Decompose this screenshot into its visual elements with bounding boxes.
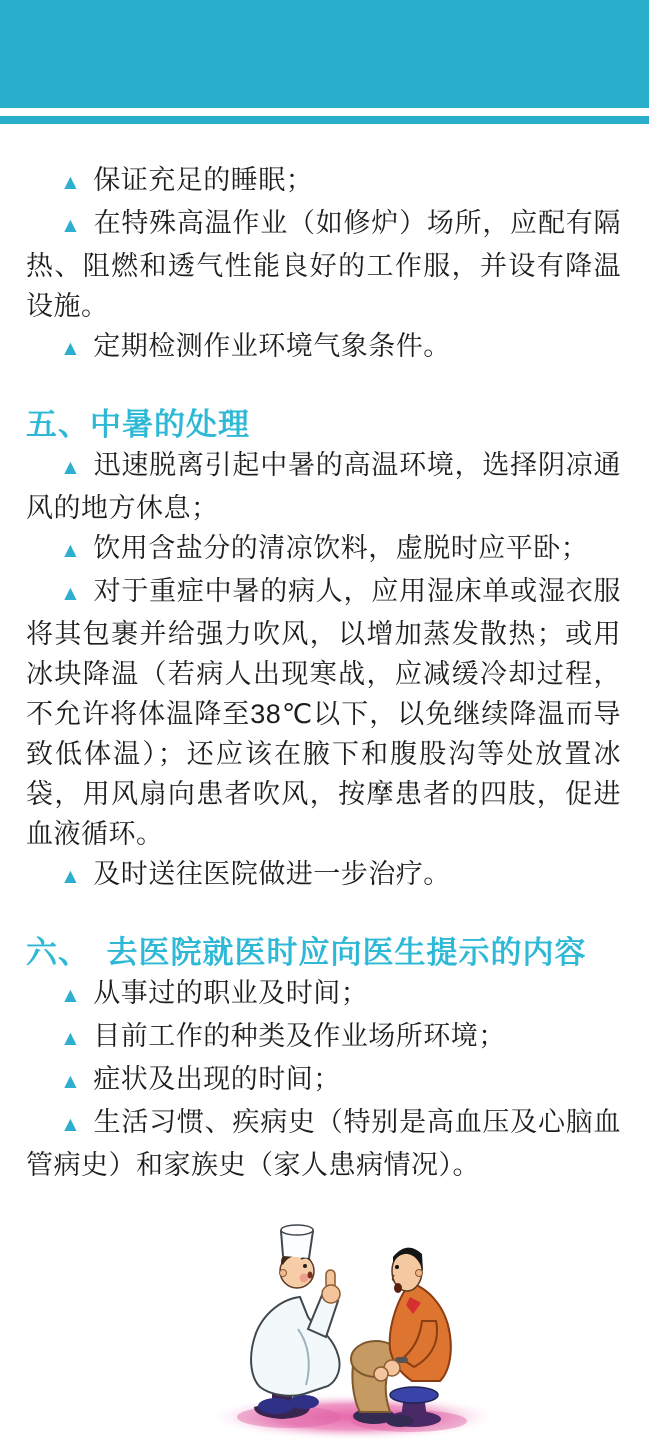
bullet-item bbox=[26, 854, 621, 897]
bullet-item bbox=[26, 1102, 621, 1185]
triangle-bullet-icon: ▲ bbox=[60, 171, 82, 194]
bullet-text: 从事过的职业及时间； bbox=[93, 978, 369, 1008]
triangle-bullet-icon: ▲ bbox=[60, 456, 82, 479]
bullet-item bbox=[26, 973, 621, 1016]
section-heading-six: 六、 去医院就医时应向医生提示的内容 bbox=[26, 935, 587, 970]
doctor-patient-svg bbox=[204, 1209, 504, 1445]
section-prevention-continued bbox=[26, 160, 621, 369]
triangle-bullet-icon: ▲ bbox=[60, 214, 82, 237]
triangle-bullet-icon: ▲ bbox=[60, 539, 82, 562]
section-heatstroke-treatment bbox=[26, 405, 621, 897]
section-doctor-visit-info bbox=[26, 933, 621, 1185]
triangle-bullet-icon: ▲ bbox=[60, 984, 82, 1007]
triangle-bullet-icon: ▲ bbox=[60, 1070, 82, 1093]
bullet-item bbox=[26, 1059, 621, 1102]
bullet-text: 目前工作的种类及作业场所环境； bbox=[93, 1021, 506, 1051]
triangle-bullet-icon: ▲ bbox=[60, 1113, 82, 1136]
bullet-item bbox=[26, 528, 621, 571]
section-heading-five: 五、中暑的处理 bbox=[26, 407, 250, 442]
bullet-text: 在特殊高温作业（如修炉）场所，应配有隔热、阻燃和透气性能良好的工作服，并设有降温设施。 bbox=[26, 208, 621, 321]
top-accent-line bbox=[0, 116, 649, 124]
bullet-item bbox=[26, 203, 621, 326]
bullet-text: 迅速脱离引起中暑的高温环境，选择阴凉通风的地方休息； bbox=[26, 450, 621, 523]
bullet-text: 饮用含盐分的清凉饮料，虚脱时应平卧； bbox=[93, 533, 589, 563]
bullet-text: 定期检测作业环境气象条件。 bbox=[93, 331, 451, 361]
doctor-figure bbox=[251, 1225, 340, 1396]
triangle-bullet-icon: ▲ bbox=[60, 582, 82, 605]
bullet-text: 症状及出现的时间； bbox=[93, 1064, 341, 1094]
bullet-text: 及时送往医院做进一步治疗。 bbox=[93, 859, 451, 889]
doctor-patient-illustration bbox=[204, 1209, 504, 1445]
triangle-bullet-icon: ▲ bbox=[60, 1027, 82, 1050]
bullet-item bbox=[26, 445, 621, 528]
top-band bbox=[0, 0, 649, 108]
triangle-bullet-icon: ▲ bbox=[60, 337, 82, 360]
page-content bbox=[0, 124, 649, 1445]
bullet-item bbox=[26, 160, 621, 203]
bullet-item bbox=[26, 571, 621, 854]
bullet-text: 生活习惯、疾病史（特别是高血压及心脑血管病史）和家族史（家人患病情况）。 bbox=[26, 1107, 621, 1180]
patient-figure bbox=[351, 1248, 451, 1412]
bullet-text: 对于重症中暑的病人，应用湿床单或湿衣服将其包裹并给强力吹风，以增加蒸发散热；或用冰块降温（若病人出现寒战，应减缓冷却过程，不允许将体温降至38℃以下，以免继续降温而导致低体温）；还应该在腋下和腹股沟等处放置冰袋，用风扇向患者吹风，按摩患者的四肢，促进血液循环。 bbox=[26, 576, 621, 849]
triangle-bullet-icon: ▲ bbox=[60, 865, 82, 888]
bullet-text: 保证充足的睡眠； bbox=[93, 165, 314, 195]
bullet-item bbox=[26, 1016, 621, 1059]
bullet-item bbox=[26, 326, 621, 369]
